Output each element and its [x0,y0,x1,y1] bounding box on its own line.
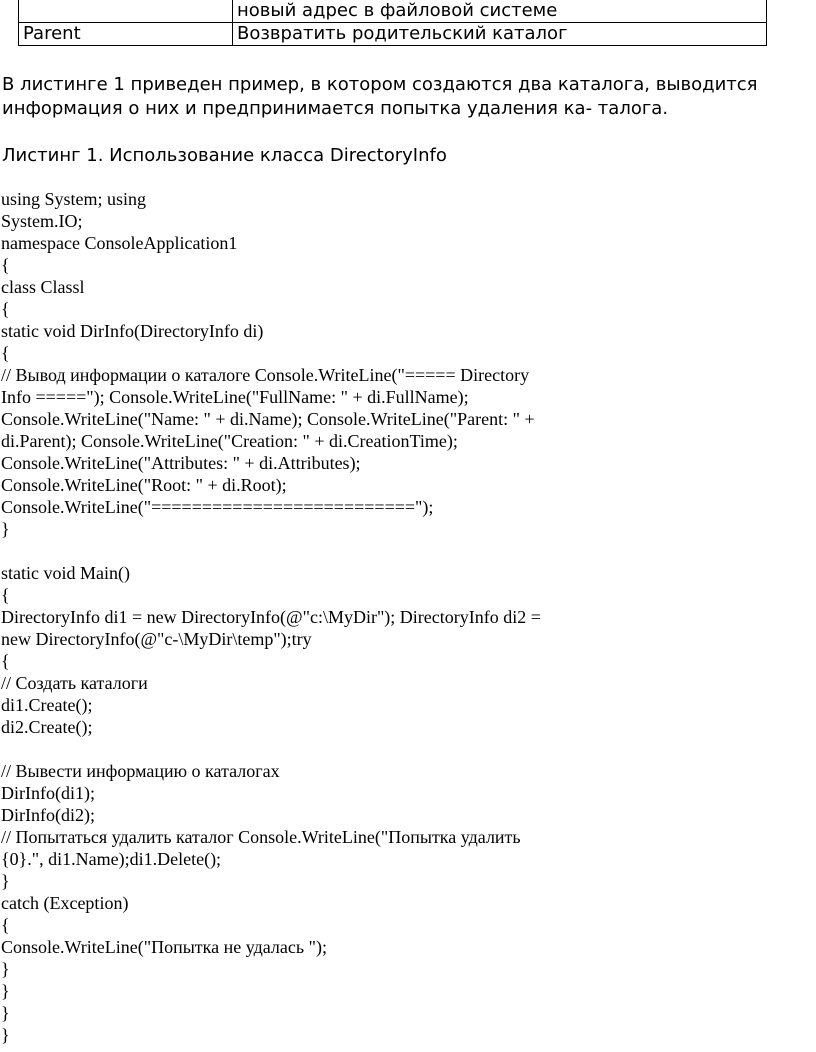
code-line: di1.Create(); [1,695,93,715]
code-line: // Вывести информацию о каталогах [1,761,280,781]
code-line: // Попытаться удалить каталог Console.WriteLine("Попытка удалить [1,827,521,847]
code-line: } [1,959,10,979]
code-line: Console.WriteLine("Attributes: " + di.Attributes); [1,453,361,473]
code-line: // Создать каталоги [1,673,148,693]
listing-title: Листинг 1. Использование класса DirectoryInfo [2,145,447,166]
code-line: class Classl [1,277,85,297]
code-line: { [1,343,10,363]
property-description-cell: Возвратить родительский каталог [233,23,767,46]
code-line: DirectoryInfo di1 = new DirectoryInfo(@"c:\MyDir"); DirectoryInfo di2 = [1,607,541,627]
code-line: static void DirInfo(DirectoryInfo di) [1,321,264,341]
code-line: Console.WriteLine("Root: " + di.Root); [1,475,287,495]
code-line: { [1,915,10,935]
code-line: DirInfo(di2); [1,805,95,825]
code-line: namespace ConsoleApplication1 [1,233,238,253]
code-line: } [1,1003,10,1023]
code-line: // Вывод информации о каталоге Console.WriteLine("===== Directory [1,365,530,385]
paragraph-line: В листинге 1 приведен пример, в котором создаются два каталога, выводится [2,74,758,95]
code-line: Console.WriteLine("Name: " + di.Name); Console.WriteLine("Parent: " + [1,409,535,429]
code-line: } [1,871,10,891]
properties-table [18,0,767,46]
code-line: di2.Create(); [1,717,93,737]
code-line: static void Main() [1,563,130,583]
code-line [1,540,811,562]
code-listing [1,188,811,1046]
code-line: } [1,981,10,1001]
code-line: } [1,1025,10,1045]
code-line [1,738,811,760]
code-line: Console.WriteLine("=========================="); [1,497,434,517]
code-line: { [1,255,10,275]
property-name-cell [19,0,233,23]
code-line: catch (Exception) [1,893,129,913]
code-line: { [1,585,10,605]
code-line: { [1,299,10,319]
code-line: di.Parent); Console.WriteLine("Creation: " + di.CreationTime); [1,431,458,451]
code-line: {0}.", di1.Name);di1.Delete(); [1,849,222,869]
code-line: using System; using [1,189,147,209]
property-name-cell: Parent [19,23,233,46]
code-line: new DirectoryInfo(@"c-\MyDir\temp");try [1,629,312,649]
code-line: } [1,519,10,539]
table-row [19,23,767,46]
property-description-cell: новый адрес в файловой системе [233,0,767,23]
code-line: System.IO; [1,211,83,231]
code-line: Info ====="); Console.WriteLine("FullName: " + di.FullName); [1,387,469,407]
table-row [19,0,767,23]
code-line: Console.WriteLine("Попытка не удалась "); [1,937,327,957]
code-line: DirInfo(di1); [1,783,95,803]
paragraph-line: информация о них и предпринимается попытка удаления ка- талога. [2,98,669,119]
code-line: { [1,651,10,671]
intro-paragraph [2,73,802,121]
